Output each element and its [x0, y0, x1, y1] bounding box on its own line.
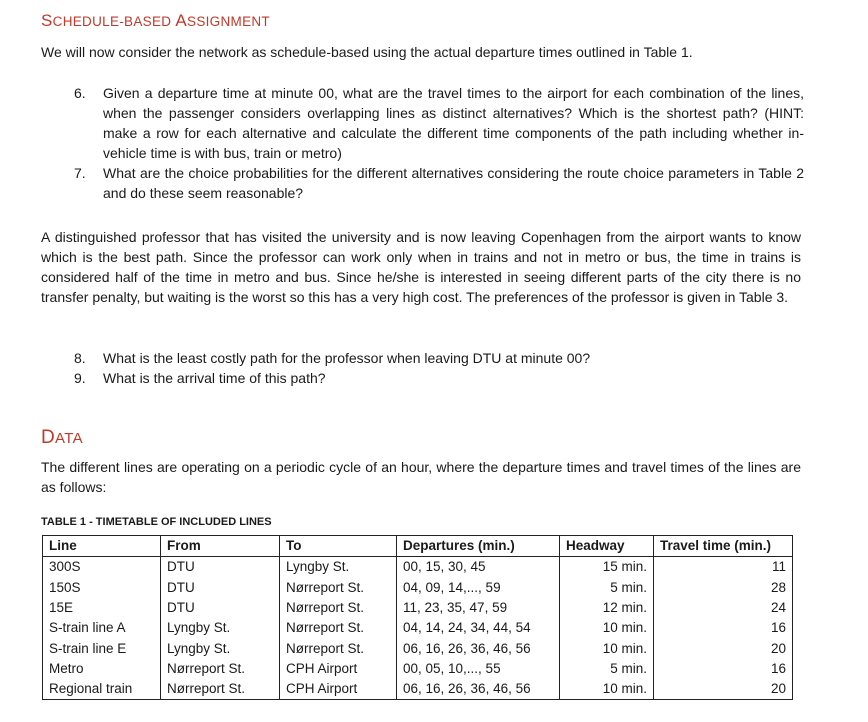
question-number: 8. [74, 350, 86, 366]
cell-to: Nørreport St. [280, 578, 397, 598]
schedule-intro: We will now consider the network as schedule-based using the actual departure times outlined in Table 1. [41, 44, 693, 60]
cell-headway: 10 min. [560, 679, 654, 700]
cell-travel-time: 20 [654, 638, 793, 658]
cell-to: Nørreport St. [280, 598, 397, 618]
cell-departures: 00, 15, 30, 45 [397, 557, 560, 578]
cell-from: Nørreport St. [161, 679, 280, 700]
column-header-to: To [280, 536, 397, 557]
question-list-b [74, 348, 804, 388]
column-header-from: From [161, 536, 280, 557]
table-row [43, 557, 793, 578]
question-number: 6. [74, 85, 86, 101]
data-intro: The different lines are operating on a periodic cycle of an hour, where the departure times and travel times of the lines are as follows: [41, 459, 801, 495]
question-text: What are the choice probabilities for the different alternatives considering the route choice parameters in Table 2 and do these seem reasonable? [103, 165, 804, 201]
question-item [74, 368, 804, 388]
cell-from: DTU [161, 578, 280, 598]
cell-travel-time: 28 [654, 578, 793, 598]
cell-departures: 11, 23, 35, 47, 59 [397, 598, 560, 618]
section-heading-schedule: SCHEDULE-BASED ASSIGNMENT [41, 11, 270, 30]
cell-headway: 5 min. [560, 578, 654, 598]
column-header-departures: Departures (min.) [397, 536, 560, 557]
cell-travel-time: 24 [654, 598, 793, 618]
cell-to: CPH Airport [280, 679, 397, 700]
cell-line: 150S [43, 578, 161, 598]
professor-paragraph: A distinguished professor that has visited the university and is now leaving Copenhagen from the airport wants to know which is the best path. Since the professor can work only when in trains and not in metro or bus, the time in trains is considered half of the time in metro and bus. Since he/she is interested in seeing different parts of the city there is no transfer penalty, but waiting is the worst so this has a very high cost. The preferences of the professor is given in Table 3. [41, 229, 801, 305]
table-row [43, 618, 793, 638]
cell-headway: 10 min. [560, 618, 654, 638]
table-row [43, 578, 793, 598]
cell-line: S-train line E [43, 638, 161, 658]
cell-line: 300S [43, 557, 161, 578]
cell-departures: 00, 05, 10,..., 55 [397, 659, 560, 679]
cell-travel-time: 16 [654, 618, 793, 638]
column-header-travel-time: Travel time (min.) [654, 536, 793, 557]
question-list-a [74, 83, 804, 203]
cell-headway: 12 min. [560, 598, 654, 618]
cell-line: Regional train [43, 679, 161, 700]
question-text: Given a departure time at minute 00, what are the travel times to the airport for each combination of the lines, when the passenger considers overlapping lines as distinct alternatives? Which is the shortest path? (HINT: make a row for each alternative and calculate the different time components of the path including whether in-vehicle time is with bus, train or metro) [103, 85, 804, 161]
cell-travel-time: 20 [654, 679, 793, 700]
cell-to: Lyngby St. [280, 557, 397, 578]
cell-travel-time: 11 [654, 557, 793, 578]
cell-from: DTU [161, 598, 280, 618]
table-row [43, 679, 793, 700]
question-number: 7. [74, 165, 86, 181]
question-number: 9. [74, 370, 86, 386]
table-header-row [43, 536, 793, 557]
cell-departures: 06, 16, 26, 36, 46, 56 [397, 679, 560, 700]
cell-headway: 15 min. [560, 557, 654, 578]
cell-travel-time: 16 [654, 659, 793, 679]
column-header-headway: Headway [560, 536, 654, 557]
question-text: What is the least costly path for the professor when leaving DTU at minute 00? [103, 350, 591, 366]
cell-to: CPH Airport [280, 659, 397, 679]
cell-departures: 06, 16, 26, 36, 46, 56 [397, 638, 560, 658]
cell-line: S-train line A [43, 618, 161, 638]
cell-line: Metro [43, 659, 161, 679]
question-text: What is the arrival time of this path? [103, 370, 326, 386]
cell-from: Lyngby St. [161, 638, 280, 658]
table-row [43, 638, 793, 658]
table-row [43, 659, 793, 679]
question-item [74, 163, 804, 203]
timetable-table [42, 535, 793, 700]
cell-from: Lyngby St. [161, 618, 280, 638]
cell-to: Nørreport St. [280, 638, 397, 658]
cell-departures: 04, 09, 14,..., 59 [397, 578, 560, 598]
cell-departures: 04, 14, 24, 34, 44, 54 [397, 618, 560, 638]
section-heading-data: DATA [41, 427, 83, 448]
cell-line: 15E [43, 598, 161, 618]
cell-from: Nørreport St. [161, 659, 280, 679]
column-header-line: Line [43, 536, 161, 557]
cell-headway: 5 min. [560, 659, 654, 679]
table-row [43, 598, 793, 618]
table-caption: TABLE 1 - TIMETABLE OF INCLUDED LINES [41, 516, 272, 528]
cell-headway: 10 min. [560, 638, 654, 658]
question-item [74, 83, 804, 163]
cell-to: Nørreport St. [280, 618, 397, 638]
cell-from: DTU [161, 557, 280, 578]
question-item [74, 348, 804, 368]
